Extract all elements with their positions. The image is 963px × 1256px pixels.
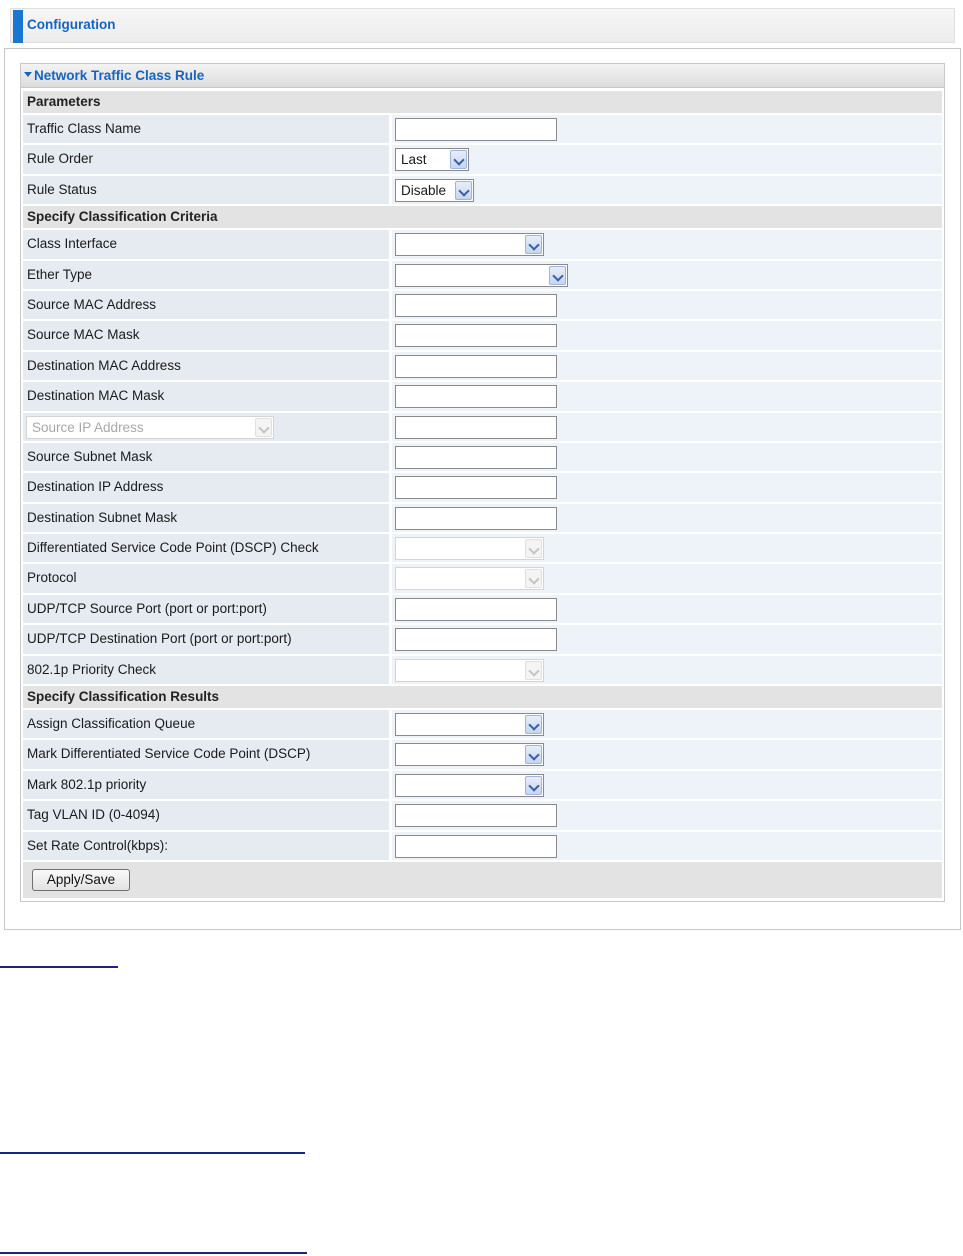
form-row-mark-802-1p-priority [23,771,942,799]
form-row-ether-type [23,261,942,289]
form-row-protocol [23,564,942,592]
field-label: UDP/TCP Destination Port (port or port:port) [23,625,389,653]
form-row-traffic-class-name [23,115,942,143]
field-label: Rule Status [23,176,389,204]
source-mac-address-input[interactable] [395,294,557,317]
rule-order-select[interactable] [395,148,469,171]
chevron-down-icon[interactable] [525,539,542,558]
chevron-down-icon[interactable] [455,181,472,200]
field-label: Differentiated Service Code Point (DSCP) Check [23,534,389,562]
field-cell [392,352,942,380]
rule-form [23,91,942,898]
form-row-destination-mac-address [23,352,942,380]
field-label: Assign Classification Queue [23,710,389,738]
udp-tcp-source-port-port-or-port-port-input[interactable] [395,598,557,621]
802-1p-priority-check-select[interactable] [395,659,544,682]
collapse-triangle-icon[interactable] [24,72,32,77]
select-value: Last [401,152,427,168]
field-label: Set Rate Control(kbps): [23,832,389,860]
field-label-select-wrap [23,413,389,441]
mark-802-1p-priority-select[interactable] [395,774,544,797]
field-label: Class Interface [23,230,389,258]
field-cell [392,291,942,319]
field-cell [392,504,942,532]
form-row-rule-status [23,176,942,204]
panel-header[interactable] [21,64,944,88]
field-cell [392,564,942,592]
config-header [10,8,955,43]
form-row-mark-differentiated-service-code-point-dscp [23,740,942,768]
form-row-destination-subnet-mask [23,504,942,532]
apply-save-button[interactable]: Apply/Save [32,869,130,891]
form-row-destination-ip-address [23,473,942,501]
field-label: Destination MAC Mask [23,382,389,410]
field-label: Source Subnet Mask [23,443,389,471]
field-cell [392,534,942,562]
panel-title: Network Traffic Class Rule [34,68,205,83]
select-value: Disable [401,182,447,198]
chevron-down-icon[interactable] [525,715,542,734]
chevron-down-icon[interactable] [525,661,542,680]
field-cell [392,261,942,289]
field-label: Source MAC Address [23,291,389,319]
section-specify-classification-criteria: Specify Classification Criteria [23,206,942,228]
form-row-destination-mac-mask [23,382,942,410]
source-ip-type-select[interactable] [26,416,274,439]
field-label: Rule Order [23,145,389,173]
ip-type-select-wrap [26,416,274,439]
form-row-source-mac-mask [23,321,942,349]
form-row-assign-classification-queue [23,710,942,738]
action-bar [23,862,942,898]
select-value: Source IP Address [32,419,144,435]
field-cell [392,115,942,143]
chevron-down-icon[interactable] [549,266,566,285]
source-ip-address-input[interactable] [395,416,557,439]
form-row-802-1p-priority-check [23,656,942,684]
field-label: Destination Subnet Mask [23,504,389,532]
chevron-down-icon[interactable] [450,150,467,169]
rule-status-select[interactable] [395,179,474,202]
field-cell [392,443,942,471]
divider-line-3 [0,1252,307,1254]
field-label: Mark 802.1p priority [23,771,389,799]
source-mac-mask-input[interactable] [395,324,557,347]
chevron-down-icon[interactable] [525,569,542,588]
destination-subnet-mask-input[interactable] [395,507,557,530]
field-cell [392,832,942,860]
field-cell [392,145,942,173]
form-row-set-rate-control-kbps [23,832,942,860]
form-row-udp-tcp-destination-port-port-or-port-port [23,625,942,653]
destination-mac-mask-input[interactable] [395,385,557,408]
set-rate-control-kbps-input[interactable] [395,835,557,858]
field-label: Tag VLAN ID (0-4094) [23,801,389,829]
destination-mac-address-input[interactable] [395,355,557,378]
field-label: Mark Differentiated Service Code Point (DSCP) [23,740,389,768]
field-cell [392,801,942,829]
destination-ip-address-input[interactable] [395,476,557,499]
field-cell [392,321,942,349]
section-parameters: Parameters [23,91,942,113]
chevron-down-icon[interactable] [525,776,542,795]
field-label: Protocol [23,564,389,592]
field-label: UDP/TCP Source Port (port or port:port) [23,595,389,623]
section-specify-classification-results: Specify Classification Results [23,686,942,708]
protocol-select[interactable] [395,567,544,590]
field-cell [392,595,942,623]
field-label: Source MAC Mask [23,321,389,349]
form-row-source-mac-address [23,291,942,319]
field-cell [392,710,942,738]
traffic-class-name-input[interactable] [395,118,557,141]
field-cell [392,656,942,684]
field-label: Traffic Class Name [23,115,389,143]
form-row-udp-tcp-source-port-port-or-port-port [23,595,942,623]
differentiated-service-code-point-dscp-check-select[interactable] [395,537,544,560]
form-row-class-interface [23,230,942,258]
field-cell [392,230,942,258]
field-cell [392,625,942,653]
header-accent-bar [13,10,23,43]
ether-type-select[interactable] [395,264,568,287]
form-row-rule-order [23,145,942,173]
divider-line-1 [0,966,118,968]
field-cell [392,771,942,799]
field-cell [392,413,942,441]
chevron-down-icon[interactable] [525,235,542,254]
field-label: Destination IP Address [23,473,389,501]
field-label: Ether Type [23,261,389,289]
traffic-class-panel [20,63,945,902]
assign-classification-queue-select[interactable] [395,713,544,736]
field-label: 802.1p Priority Check [23,656,389,684]
form-row-source-ip-address [23,413,942,441]
mark-differentiated-service-code-point-dscp-select[interactable] [395,743,544,766]
field-label: Destination MAC Address [23,352,389,380]
udp-tcp-destination-port-port-or-port-port-input[interactable] [395,628,557,651]
tag-vlan-id-0-4094-input[interactable] [395,804,557,827]
page-title: Configuration [27,17,116,32]
source-subnet-mask-input[interactable] [395,446,557,469]
form-row-differentiated-service-code-point-dscp-check [23,534,942,562]
field-cell [392,382,942,410]
class-interface-select[interactable] [395,233,544,256]
chevron-down-icon[interactable] [525,745,542,764]
chevron-down-icon[interactable] [255,418,272,437]
form-row-tag-vlan-id-0-4094 [23,801,942,829]
field-cell [392,176,942,204]
field-cell [392,473,942,501]
field-cell [392,740,942,768]
form-row-source-subnet-mask [23,443,942,471]
divider-line-2 [0,1152,305,1154]
